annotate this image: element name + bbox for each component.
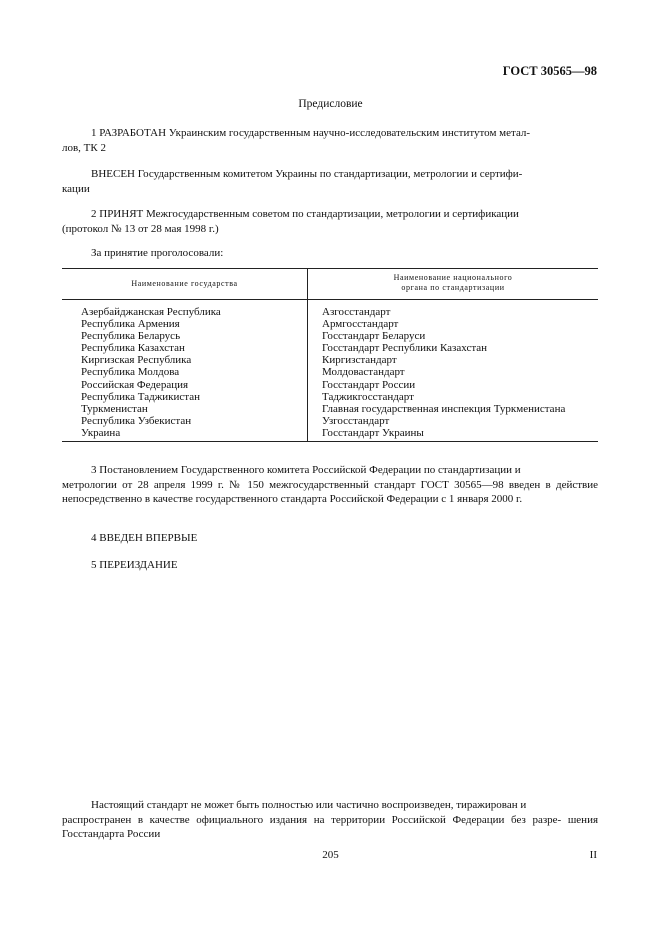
table-header-divider	[62, 299, 598, 300]
paragraph-voted	[62, 246, 598, 261]
table-column-divider	[307, 269, 308, 441]
document-code: ГОСТ 30565—98	[502, 64, 597, 78]
paragraph-line: метрологии от 28 апреля 1999 г. № 150 межгосударственный стандарт ГОСТ 30565—98 введен	[62, 478, 541, 491]
paragraph-introduced	[62, 167, 598, 196]
table-cell-body: Узгосстандарт	[322, 414, 390, 427]
table-header-body	[308, 273, 598, 293]
table-cell-body: Азгосстандарт	[322, 306, 391, 318]
paragraph-line: в действие непосредственно в качестве государственного стандарта Российской Федерации с	[62, 478, 599, 505]
paragraph-decree	[62, 463, 598, 507]
table-cell-state: Украина	[81, 426, 121, 439]
copyright-notice	[62, 798, 598, 842]
paragraph-line: кации	[62, 182, 90, 195]
table-header-body-line: Наименование национального	[393, 273, 513, 282]
table-cell-state: Республика Казахстан	[81, 342, 185, 355]
table-cell-state: Республика Армения	[81, 318, 180, 331]
table-cell-body: Госстандарт Украины	[322, 426, 424, 439]
notice-line: шения Госстандарта России	[62, 813, 599, 840]
table-column-bodies	[322, 306, 565, 439]
paragraph-line: 3 Постановлением Государственного комитета Российской Федерации по стандартизации и	[91, 464, 521, 476]
table-header-body-line: органа по стандартизации	[401, 283, 505, 292]
table-cell-body: Киргизстандарт	[322, 354, 397, 367]
table-cell-state: Республика Таджикистан	[81, 390, 200, 403]
table-column-states	[81, 306, 221, 439]
table-cell-state: Туркменистан	[81, 402, 148, 415]
voting-table	[62, 268, 598, 442]
notice-line: Настоящий стандарт не может быть полностью или частично воспроизведен, тиражирован и	[91, 799, 527, 811]
table-cell-body: Госстандарт Беларуси	[322, 330, 426, 343]
table-cell-state: Российская Федерация	[81, 378, 189, 391]
table-cell-state: Киргизская Республика	[81, 354, 192, 367]
table-cell-state: Азербайджанская Республика	[81, 306, 221, 318]
table-cell-body: Главная государственная инспекция Туркменистана	[322, 402, 566, 415]
table-cell-state: Республика Молдова	[81, 366, 180, 379]
paragraph-line: 1 января 2000 г.	[448, 493, 523, 505]
table-header-state: Наименование государства	[131, 279, 238, 288]
page-title: Предисловие	[298, 98, 363, 110]
table-cell-state: Республика Узбекистан	[81, 414, 192, 427]
page-roman-numeral: II	[589, 849, 597, 861]
table-cell-body: Молдовастандарт	[322, 366, 405, 379]
item-reissue: 5 ПЕРЕИЗДАНИЕ	[91, 559, 178, 571]
item-first-introduced: 4 ВВЕДЕН ВПЕРВЫЕ	[91, 532, 198, 544]
table-cell-body: Госстандарт Республики Казахстан	[322, 342, 488, 355]
paragraph-line: лов, ТК 2	[62, 141, 106, 154]
page-number: 205	[322, 849, 339, 861]
paragraph-line: За принятие проголосовали:	[91, 247, 224, 259]
table-cell-state: Республика Беларусь	[81, 330, 181, 343]
paragraph-developed	[62, 126, 598, 155]
table-cell-body: Госстандарт России	[322, 378, 416, 391]
paragraph-line: 1 РАЗРАБОТАН Украинским государственным научно-исследовательским институтом метал-	[91, 127, 531, 139]
table-cell-body: Таджикгосстандарт	[322, 390, 414, 403]
table-cell-body: Армгосстандарт	[322, 318, 399, 331]
paragraph-line: ВНЕСЕН Государственным комитетом Украины по стандартизации, метрологии и сертифи-	[91, 168, 523, 180]
paragraph-line: (протокол № 13 от 28 мая 1998 г.)	[62, 222, 219, 235]
paragraph-accepted	[62, 207, 598, 236]
notice-line: распространен в качестве официального издания на территории Российской Федерации без разре-	[62, 813, 562, 826]
paragraph-line: 2 ПРИНЯТ Межгосударственным советом по стандартизации, метрологии и сертификации	[91, 208, 519, 220]
